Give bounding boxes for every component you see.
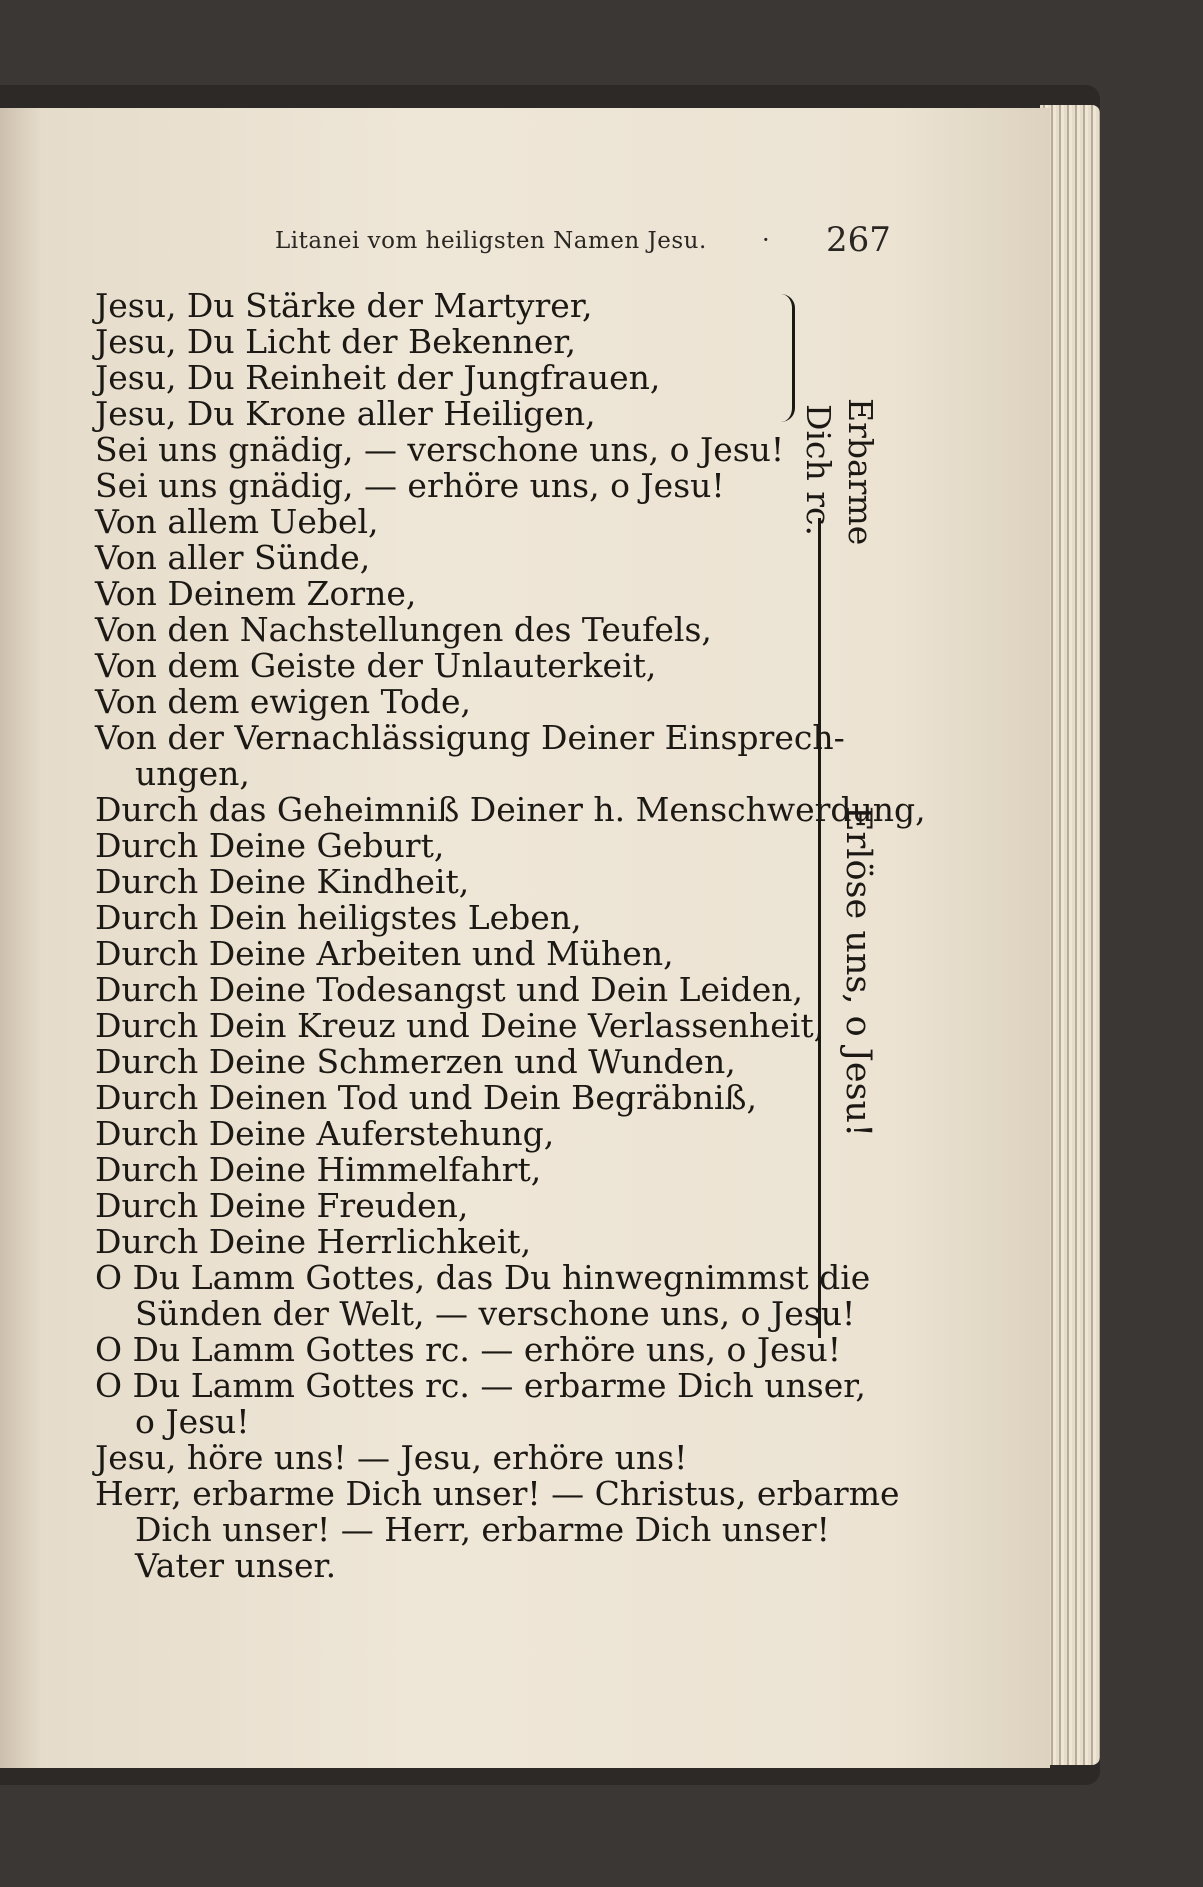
text-line: Vater unser. [135, 1546, 337, 1585]
text-line: Durch Deine Herrlichkeit, [95, 1222, 532, 1261]
text-line: Herr, erbarme Dich unser! — Christus, erbarme [95, 1474, 900, 1513]
text-line: Von dem Geiste der Unlauterkeit, [95, 646, 657, 685]
text-line: Von den Nachstellungen des Teufels, [95, 610, 712, 649]
response-erloese: Erlöse uns, o Jesu! [838, 806, 878, 1138]
text-line: Von dem ewigen Tode, [95, 682, 472, 721]
response-bracket-small [778, 294, 795, 422]
text-line: O Du Lamm Gottes rc. — erbarme Dich unser, [95, 1366, 866, 1405]
page-number: 267 [826, 220, 891, 260]
text-line: Dich unser! — Herr, erbarme Dich unser! [135, 1510, 830, 1549]
text-line: ungen, [135, 754, 250, 793]
text-line: Jesu, Du Reinheit der Jungfrauen, [95, 358, 661, 397]
text-line: Durch Dein Kreuz und Deine Verlassenheit, [95, 1006, 825, 1045]
response-erbarme: Erbarme [841, 398, 880, 546]
text-line: Sei uns gnädig, — erhöre uns, o Jesu! [95, 466, 725, 505]
book-page [0, 108, 1050, 1768]
header-separator: · [762, 226, 770, 254]
text-line: O Du Lamm Gottes, das Du hinwegnimmst die [95, 1258, 871, 1297]
text-line: Sei uns gnädig, — verschone uns, o Jesu! [95, 430, 785, 469]
text-line: Durch Deine Geburt, [95, 826, 445, 865]
text-line: Jesu, Du Krone aller Heiligen, [95, 394, 596, 433]
text-line: Von Deinem Zorne, [95, 574, 417, 613]
text-line: Durch Deine Kindheit, [95, 862, 470, 901]
text-line: Jesu, höre uns! — Jesu, erhöre uns! [95, 1438, 688, 1477]
text-line: Durch das Geheimniß Deiner h. Menschwerdung, [95, 790, 926, 829]
text-line: Jesu, Du Licht der Bekenner, [95, 322, 576, 361]
text-line: Von der Vernachlässigung Deiner Einsprech- [95, 718, 845, 757]
text-line: Sünden der Welt, — verschone uns, o Jesu! [135, 1294, 856, 1333]
text-line: Durch Dein heiligstes Leben, [95, 898, 582, 937]
text-line: Durch Deine Schmerzen und Wunden, [95, 1042, 736, 1081]
text-line: o Jesu! [135, 1402, 250, 1441]
text-line: Jesu, Du Stärke der Martyrer, [95, 286, 593, 325]
text-line: Durch Deine Himmelfahrt, [95, 1150, 542, 1189]
text-line: Von allem Uebel, [95, 502, 379, 541]
text-line: O Du Lamm Gottes rc. — erhöre uns, o Jesu! [95, 1330, 842, 1369]
text-line: Durch Deine Todesangst und Dein Leiden, [95, 970, 803, 1009]
running-title: Litanei vom heiligsten Namen Jesu. [275, 228, 707, 254]
response-dich: Dich rc. [799, 404, 838, 536]
response-bracket-large [810, 518, 821, 1338]
text-line: Durch Deine Arbeiten und Mühen, [95, 934, 674, 973]
text-line: Durch Deine Freuden, [95, 1186, 469, 1225]
text-line: Durch Deine Auferstehung, [95, 1114, 555, 1153]
text-line: Durch Deinen Tod und Dein Begräbniß, [95, 1078, 757, 1117]
text-line: Von aller Sünde, [95, 538, 371, 577]
